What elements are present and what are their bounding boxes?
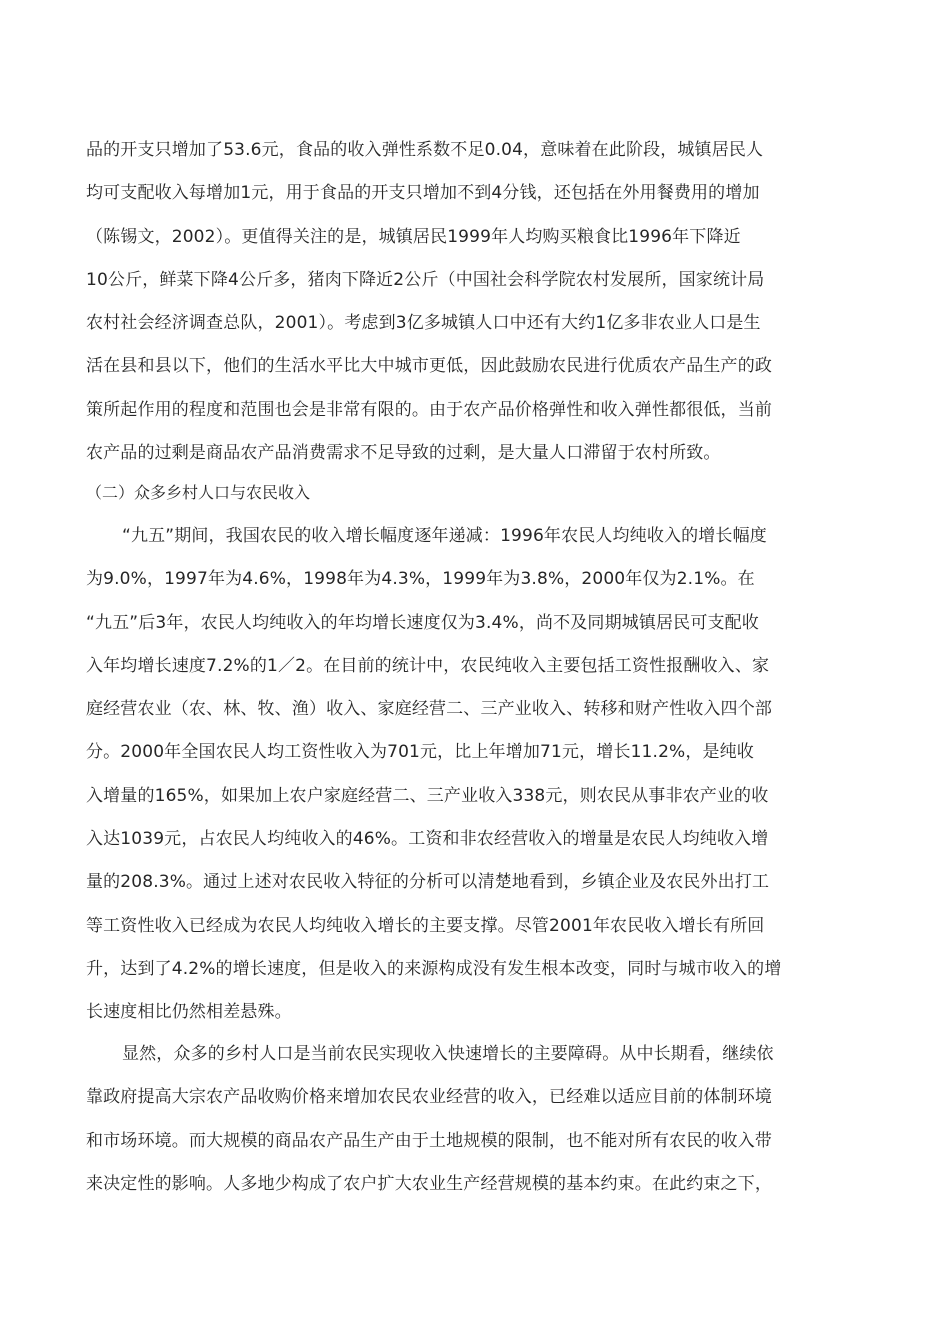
- text-line: 入年均增长速度7.2%的1／2。在目前的统计中，农民纯收入主要包括工资性报酬收入、家: [86, 655, 770, 676]
- text-line: 等工资性收入已经成为农民人均纯收入增长的主要支撑。尽管2001年农民收入增长有所回: [86, 915, 765, 936]
- text-line: “九五”后3年，农民人均纯收入的年均增长速度仅为3.4%，尚不及同期城镇居民可支配收: [86, 612, 759, 633]
- text-line: 长速度相比仍然相差悬殊。: [86, 1002, 292, 1023]
- text-line: 量的208.3%。通过上述对农民收入特征的分析可以清楚地看到，乡镇企业及农民外出打工: [86, 872, 770, 893]
- text-line: 入增量的165%，如果加上农户家庭经营二、三产业收入338元，则农民从事非农产业的收: [86, 785, 769, 806]
- text-line: 农村社会经济调查总队，2001）。考虑到3亿多城镇人口中还有大约1亿多非农业人口是生: [86, 313, 761, 334]
- text-line: 入达1039元，占农民人均纯收入的46%。工资和非农经营收入的增量是农民人均纯收入增: [86, 829, 769, 850]
- text-line: 10公斤，鲜菜下降4公斤多，猪肉下降近2公斤（中国社会科学院农村发展所，国家统计局: [86, 269, 765, 290]
- text-line: 庭经营农业（农、林、牧、渔）收入、家庭经营二、三产业收入、转移和财产性收入四个部: [86, 699, 772, 720]
- text-line: 靠政府提高大宗农产品收购价格来增加农民农业经营的收入，已经难以适应目前的体制环境: [86, 1087, 772, 1108]
- text-line: 品的开支只增加了53.6元，食品的收入弹性系数不足0.04，意味着在此阶段，城镇居民人: [86, 140, 764, 160]
- paragraph-rural-population-obstacle: [86, 1033, 866, 1206]
- text-line: 均可支配收入每增加1元，用于食品的开支只增加不到4分钱，还包括在外用餐费用的增加: [86, 183, 760, 204]
- paragraph-urban-food-consumption: [86, 129, 866, 475]
- text-line: （陈锡文，2002）。更值得关注的是，城镇居民1999年人均购买粮食比1996年下降近: [86, 226, 741, 247]
- text-line: 策所起作用的程度和范围也会是非常有限的。由于农产品价格弹性和收入弹性都很低，当前: [86, 399, 772, 420]
- text-line: 来决定性的影响。人多地少构成了农户扩大农业生产经营规模的基本约束。在此约束之下，: [86, 1173, 772, 1194]
- text-line: 活在县和县以下，他们的生活水平比大中城市更低，因此鼓励农民进行优质农产品生产的政: [86, 356, 772, 377]
- text-line: 分。2000年全国农民人均工资性收入为701元，比上年增加71元，增长11.2%，是纯收: [86, 742, 754, 763]
- text-line: 农产品的过剩是商品农产品消费需求不足导致的过剩，是大量人口滞留于农村所致。: [86, 443, 721, 464]
- section-heading: [86, 471, 866, 514]
- paragraph-farmer-income-growth: [86, 515, 866, 1035]
- text-line: 显然，众多的乡村人口是当前农民实现收入快速增长的主要障碍。从中长期看，继续依: [122, 1044, 774, 1064]
- text-line: “九五”期间，我国农民的收入增长幅度逐年递减：1996年农民人均纯收入的增长幅度: [122, 526, 767, 546]
- text-line: 为9.0%，1997年为4.6%，1998年为4.3%，1999年为3.8%，2000年仅为2.1%。在: [86, 569, 755, 590]
- text-line: 和市场环境。而大规模的商品农产品生产由于土地规模的限制，也不能对所有农民的收入带: [86, 1130, 772, 1151]
- text-line: 升，达到了4.2%的增长速度，但是收入的来源构成没有发生根本改变，同时与城市收入的增: [86, 958, 782, 979]
- section-heading-text: （二）众多乡村人口与农民收入: [86, 483, 311, 502]
